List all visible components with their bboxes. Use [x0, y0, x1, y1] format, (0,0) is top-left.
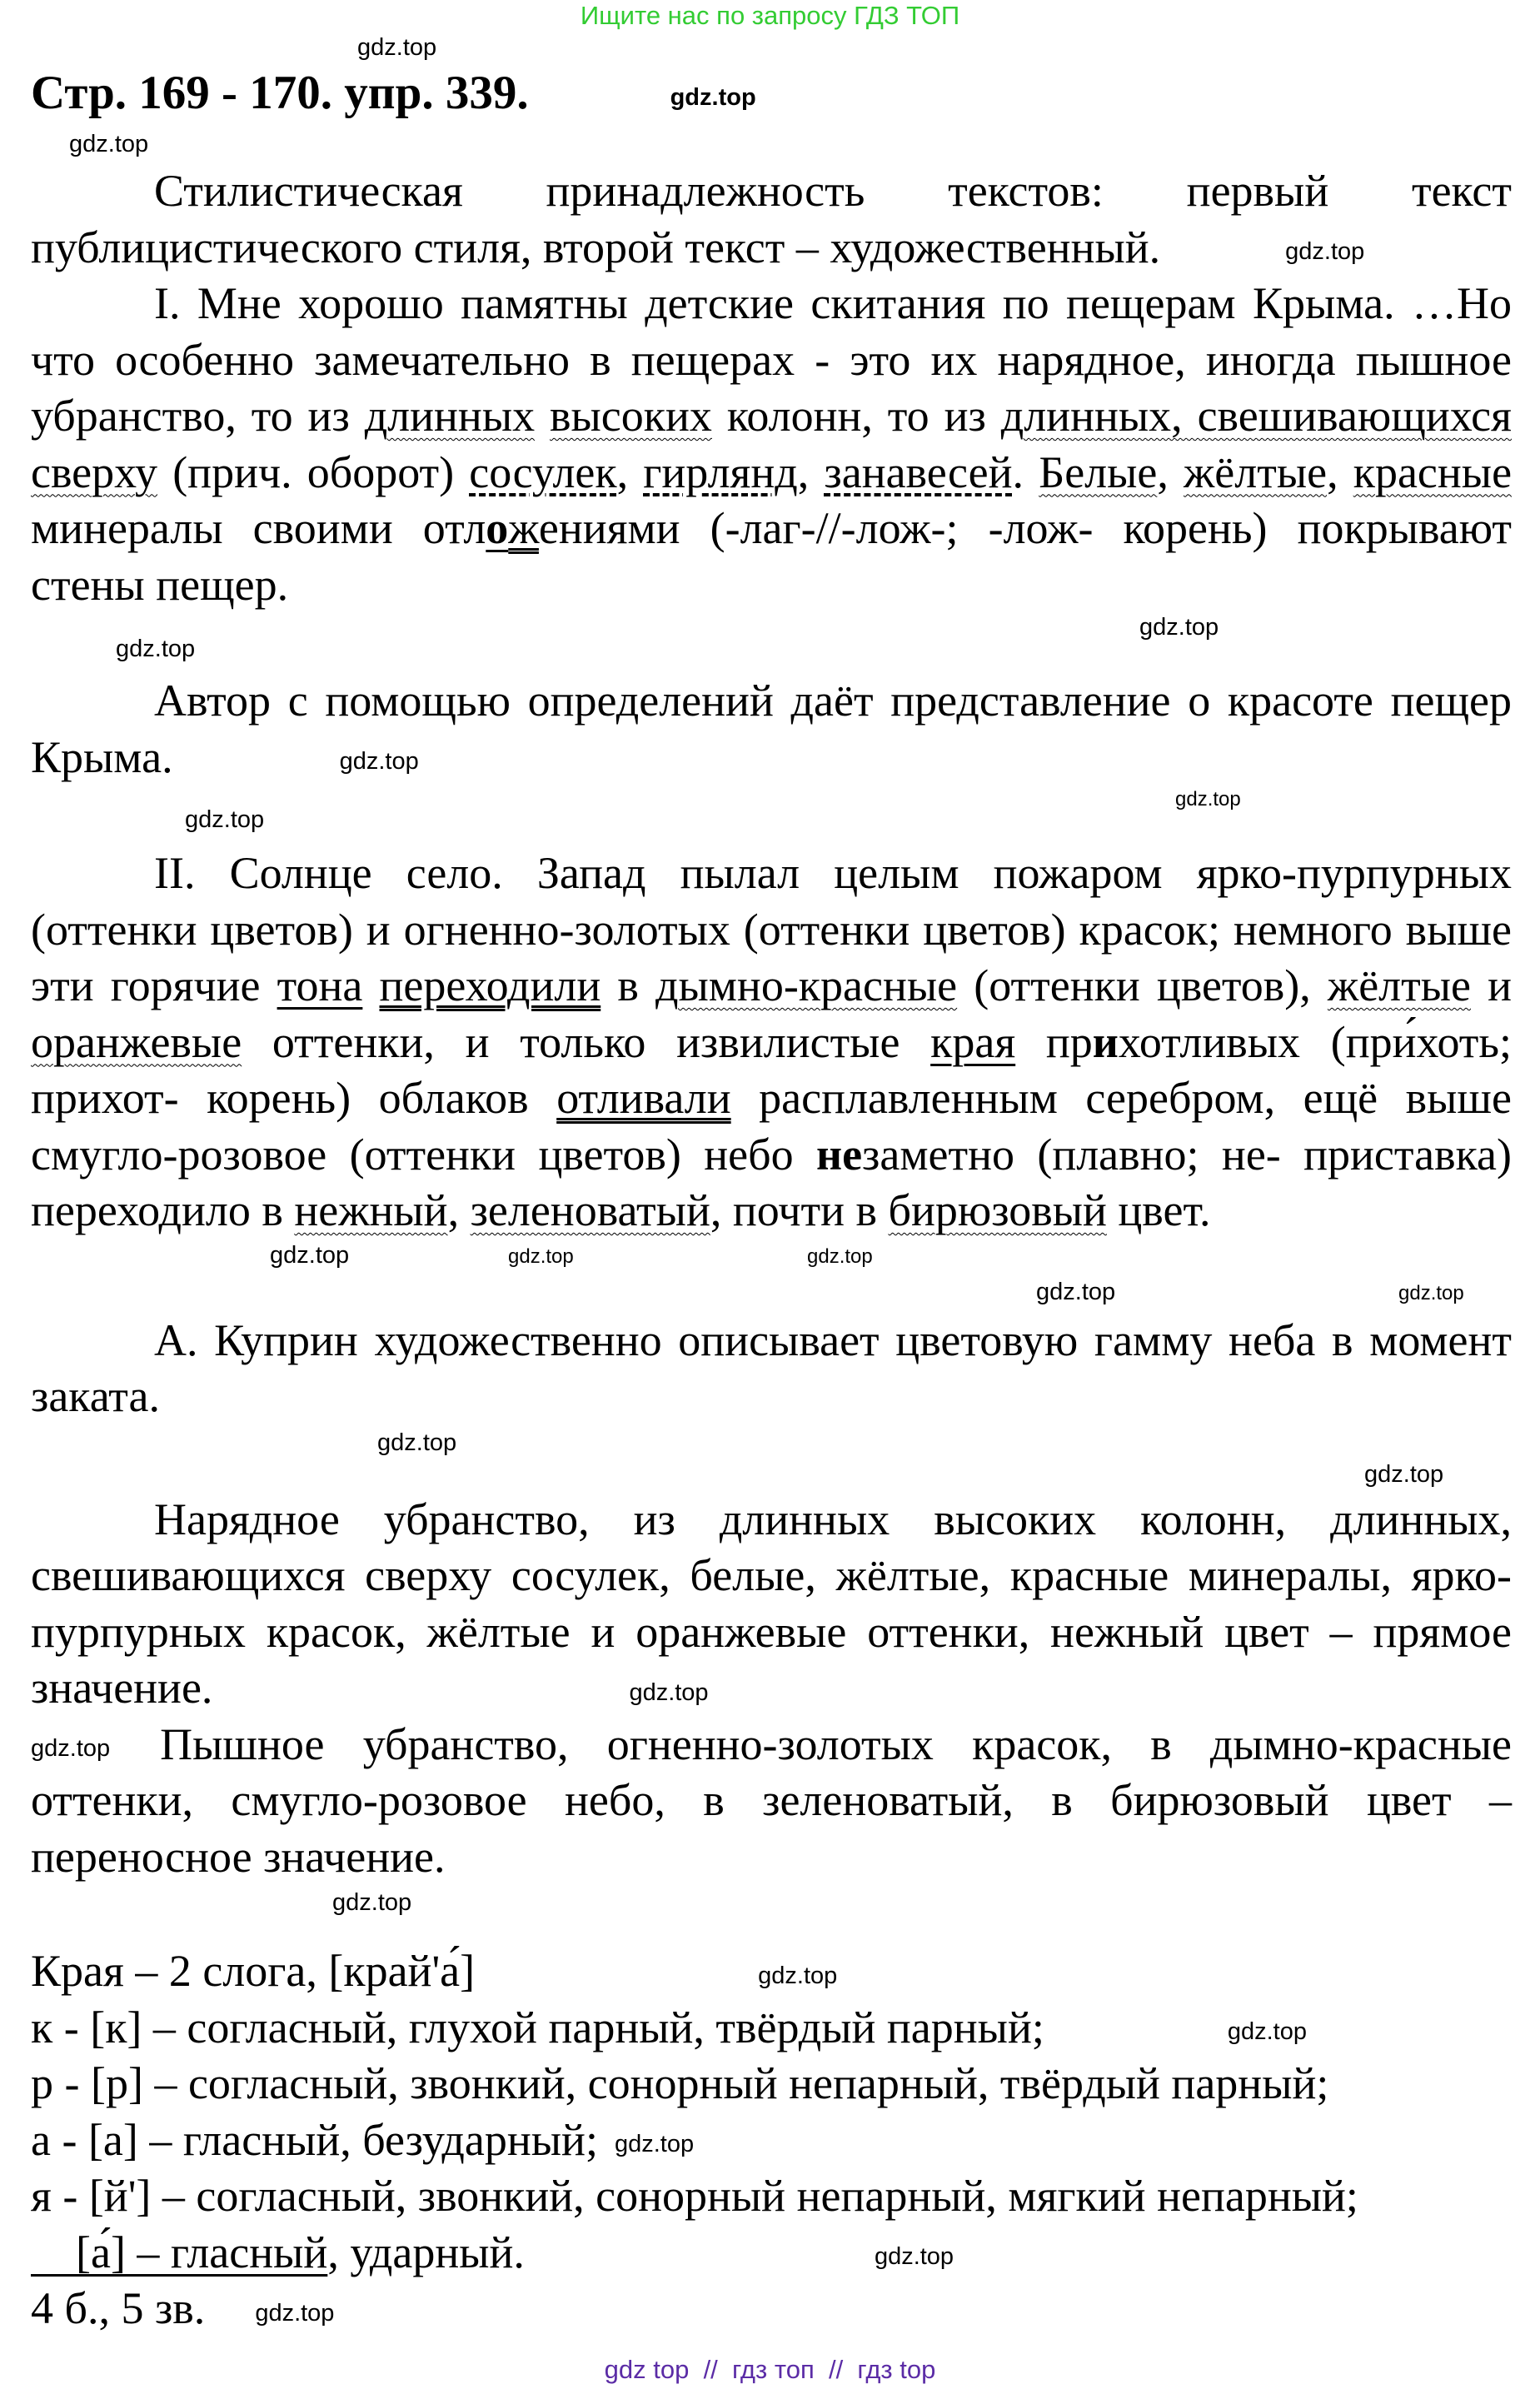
text-segment: [362, 960, 379, 1010]
watermark: gdz.top: [332, 1889, 412, 1916]
text-segment: ,: [797, 446, 825, 497]
underlined-word: сосулек: [469, 446, 617, 497]
underlined-word: красные: [1353, 446, 1513, 497]
page-title-row: [31, 65, 1512, 122]
text-segment: ениями (-лаг-//-лож-; -лож- корень) покрывают стены пещер.: [31, 503, 1512, 610]
text-segment: ,: [1327, 446, 1353, 497]
paragraph-text: [31, 676, 1512, 782]
paragraph-text-two: [31, 845, 1512, 1239]
watermark-row: [31, 32, 1512, 65]
phonetic-text: а - [а] – гласный, безударный;: [31, 2114, 598, 2165]
text-segment: (прич. оборот): [157, 446, 470, 497]
bold-letters: и: [1092, 1016, 1119, 1067]
watermark: gdz.top: [1398, 1281, 1464, 1304]
watermark-row: [31, 786, 1512, 845]
text-segment: Автор с помощью определений даёт представление о красоте пещер Крыма.: [31, 676, 1512, 782]
watermark-row: [31, 122, 1512, 163]
underlined-word: длинных: [364, 391, 536, 441]
text-segment: [535, 391, 550, 441]
watermark: gdz.top: [1364, 1460, 1444, 1488]
watermark-row: [31, 1425, 1512, 1492]
underlined-word: ж: [508, 503, 539, 553]
text-segment: Пышное убранство, огненно-золотых красок, в дымно-красные оттенки, смугло-розовое небо, в зеленоватый, в бирюзовый цвет – переносное значение.: [31, 1718, 1512, 1882]
paragraph-figurative-meaning: [31, 1717, 1512, 1886]
underlined-word: высоких: [550, 391, 712, 441]
paragraph-author-note: [31, 673, 1512, 786]
text-segment: ,: [447, 1185, 471, 1235]
watermark: gdz.top: [629, 1678, 709, 1706]
watermark: gdz.top: [116, 636, 196, 662]
watermark: gdz.top: [1227, 2018, 1307, 2046]
watermark-row: [31, 1239, 1512, 1276]
text-segment: (оттенки цветов),: [957, 960, 1328, 1010]
underlined-word: края: [930, 1016, 1016, 1067]
text-segment: , почти в: [710, 1185, 889, 1235]
watermark: gdz.top: [614, 2131, 695, 2158]
text-segment: ,: [616, 446, 644, 497]
paragraph-text: [31, 278, 1512, 610]
text-segment: расплавленным серебром, ещё выше смугло-розовое (оттенки цветов) небо: [31, 1073, 1512, 1180]
watermark: gdz.top: [377, 1429, 457, 1456]
paragraph-text: [31, 1315, 1512, 1422]
phonetic-rest: , ударный.: [327, 2227, 525, 2277]
paragraph-text: [31, 1719, 1512, 1882]
text-segment: заметно (плавно; не- приставка) переходило в: [31, 1129, 1512, 1235]
watermark: gdz.top: [1036, 1278, 1116, 1305]
phonetic-underlined: [а́] – гласный: [31, 2227, 328, 2277]
underlined-word: нежный: [294, 1185, 448, 1235]
watermark: gdz.top: [357, 34, 437, 61]
text-segment: Стилистическая принадлежность текстов: первый текст публицистического стиля, второй текст – художественный.: [31, 166, 1512, 272]
watermark: gdz.top: [270, 1241, 350, 1269]
underlined-word: жёлтые: [1327, 960, 1471, 1010]
watermark: gdz.top: [1139, 614, 1219, 641]
text-segment: и: [1470, 960, 1513, 1010]
watermark: gdz.top: [1285, 238, 1365, 266]
watermark: gdz.top: [670, 83, 756, 111]
text-segment: оттенки, и только извилистые: [242, 1016, 931, 1067]
watermark: gdz.top: [1175, 788, 1241, 810]
underlined-word: длинных, свешивающихся сверху: [31, 391, 1512, 497]
watermark-row: [31, 1276, 1512, 1313]
text-segment: .: [1012, 446, 1039, 497]
phonetic-line: р - [р] – согласный, звонкий, сонорный непарный, твёрдый парный;: [31, 2058, 1329, 2108]
text-segment: А. Куприн художественно описывает цветовую гамму неба в момент заката.: [31, 1314, 1512, 1421]
watermark: gdz.top: [339, 748, 419, 776]
watermark: gdz.top: [508, 1244, 574, 1268]
search-banner[interactable]: Ищите нас по запросу ГДЗ ТОП: [580, 1, 960, 30]
watermark: gdz.top: [874, 2243, 954, 2271]
paragraph-text: [31, 1494, 1512, 1713]
phonetic-text: Края – 2 слога, [край'а́]: [31, 1946, 476, 1996]
phonetic-line: [31, 1943, 1512, 2000]
phonetic-line: я - [й'] – согласный, звонкий, сонорный непарный, мягкий непарный;: [31, 2171, 1358, 2221]
text-segment: ,: [1157, 446, 1184, 497]
text-segment: минералы своими отл: [31, 503, 486, 553]
paragraph-text-one: [31, 276, 1512, 613]
phonetic-text: к - [к] – согласный, глухой парный, твёрдый парный;: [31, 2002, 1044, 2052]
underlined-word: гирлянд: [643, 446, 798, 497]
watermark: gdz.top: [255, 2299, 335, 2327]
text-segment: II. Солнце село. Запад пылал целым пожаром ярко-пурпурных (оттенки цветов) и огненно-золотых (оттенки цветов) красок; немного выше эти горячие: [31, 848, 1512, 1010]
phonetic-analysis: [31, 1943, 1512, 2337]
page-title: Стр. 169 - 170. упр. 339.: [31, 67, 529, 119]
phonetic-summary: 4 б., 5 зв.: [31, 2283, 206, 2333]
watermark-row: [31, 1885, 1512, 1943]
underlined-word: отливали: [556, 1073, 731, 1123]
phonetic-line: [31, 2225, 1512, 2282]
text-segment: цвет.: [1106, 1185, 1211, 1235]
underlined-word: о: [486, 503, 509, 553]
text-segment: пр: [1015, 1016, 1093, 1067]
text-segment: хотливых (при́хоть; прихот- корень) облаков: [31, 1016, 1512, 1123]
underlined-word: тона: [277, 960, 363, 1010]
underlined-word: оранжевые: [31, 1016, 242, 1067]
text-segment: колонн, то из: [711, 391, 1001, 441]
text-segment: I. Мне хорошо памятны детские скитания по пещерам Крыма. …Но что особенно замечательно в пещерах - это их нарядное, иногда пышное убранство, то из: [31, 278, 1512, 441]
paragraph-style: [31, 163, 1512, 276]
watermark: gdz.top: [807, 1244, 873, 1268]
document-body: [0, 32, 1540, 2337]
underlined-word: бирюзовый: [888, 1185, 1107, 1235]
footer-text[interactable]: gdz top // гдз топ // гдз top: [604, 2354, 936, 2384]
paragraph-kuprin-note: [31, 1313, 1512, 1425]
footer-links[interactable]: [0, 2354, 1540, 2386]
underlined-word: дымно-красные: [655, 960, 958, 1010]
underlined-word: занавесей: [824, 446, 1013, 497]
paragraph-text: [31, 848, 1512, 1235]
text-segment: в: [601, 960, 655, 1010]
underlined-word: жёлтые: [1184, 446, 1328, 497]
underlined-word: Белые: [1039, 446, 1158, 497]
watermark: gdz.top: [185, 806, 265, 833]
phonetic-summary-line: [31, 2281, 1512, 2337]
watermark-row: [31, 613, 1512, 673]
phonetic-line: [31, 2000, 1512, 2057]
watermark: gdz.top: [758, 1962, 838, 1989]
underlined-word: зеленоватый: [470, 1185, 710, 1235]
paragraph-direct-meaning: [31, 1492, 1512, 1717]
watermark: gdz.top: [31, 1735, 111, 1763]
watermark: gdz.top: [69, 131, 149, 157]
bold-letters: не: [815, 1129, 863, 1180]
underlined-word: переходили: [379, 960, 601, 1010]
phonetic-line: [31, 2112, 1512, 2169]
text-segment: Нарядное убранство, из длинных высоких колонн, длинных, свешивающихся сверху сосулек, белые, жёлтые, красные минералы, ярко-пурпурных красок, жёлтые и оранжевые оттенки, нежный цвет – прямое значение.: [31, 1494, 1512, 1713]
